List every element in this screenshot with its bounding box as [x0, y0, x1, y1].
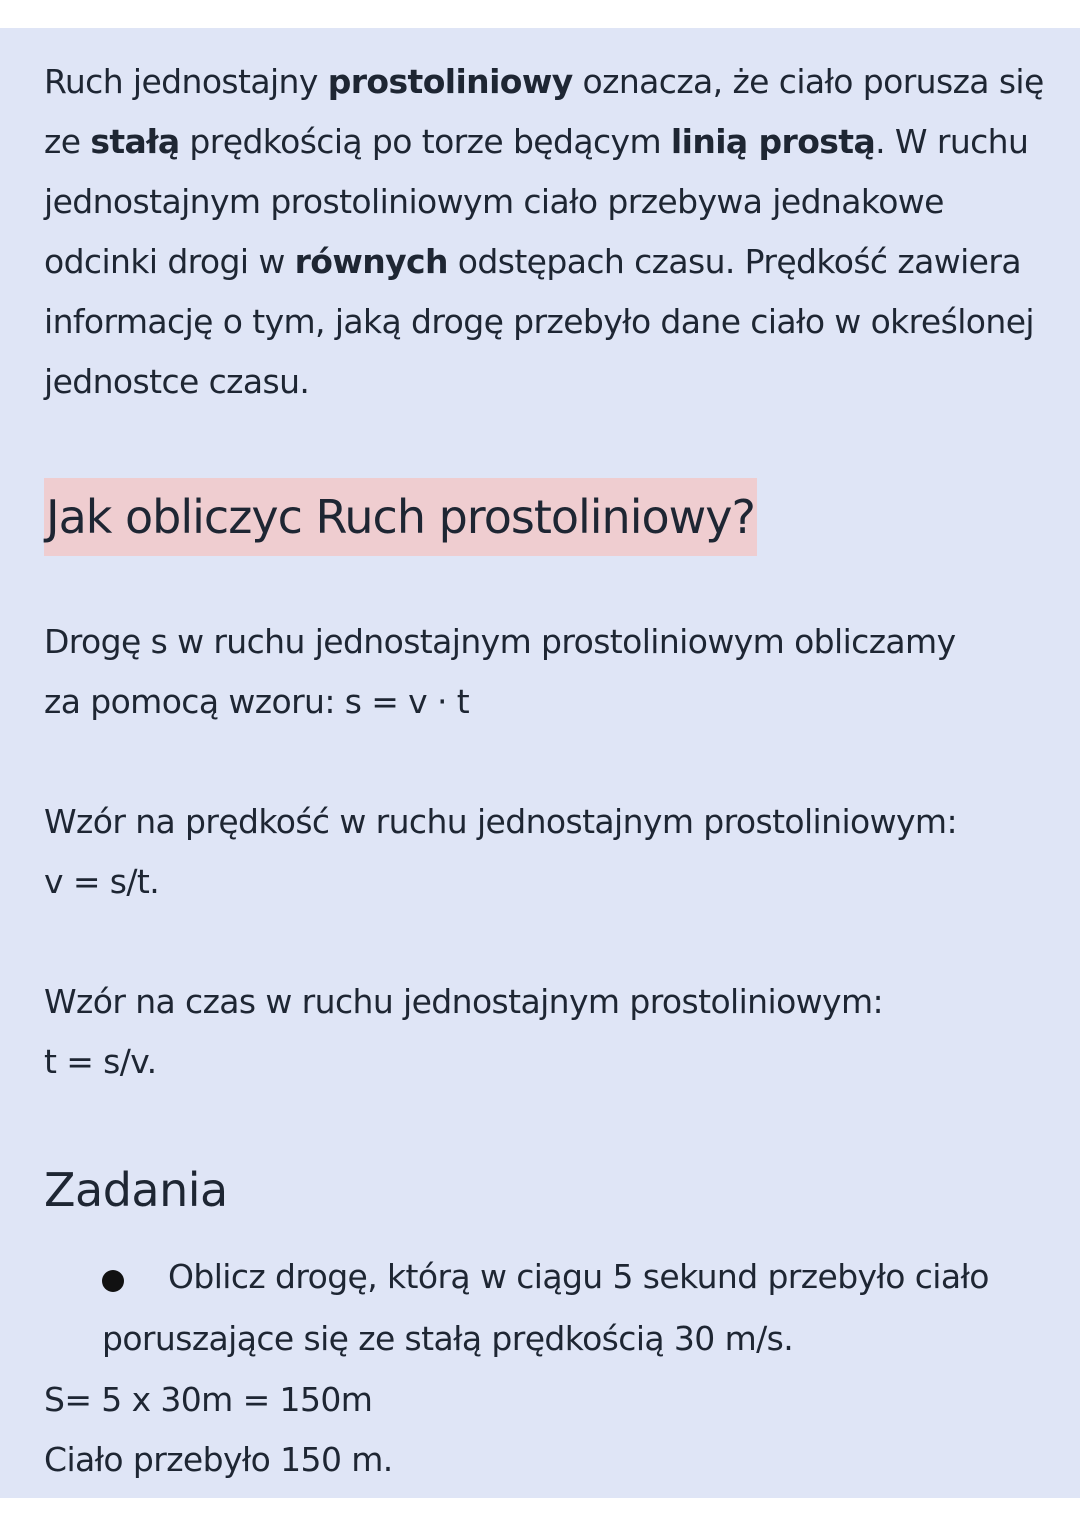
intro-paragraph	[44, 52, 1054, 412]
intro-text-4: . W ruchu jednostajnym prostoliniowym ciało przebywa jednakowe odcinki drogi w	[44, 122, 1029, 281]
section-heading-highlighted: Jak obliczyc Ruch prostoliniowy?	[44, 478, 757, 556]
velocity-formula-line-1: Wzór na prędkość w ruchu jednostajnym prostoliniowym:	[44, 802, 957, 841]
intro-text-2: oznacza, że ciało porusza się ze	[44, 62, 1044, 161]
task-1-solution: S= 5 x 30m = 150m	[44, 1380, 373, 1419]
note-page	[0, 28, 1080, 1498]
intro-bold-rownych: równych	[294, 242, 448, 281]
velocity-formula-line-2: v = s/t.	[44, 862, 160, 901]
tasks-heading: Zadania	[44, 1163, 228, 1217]
task-1-text: Oblicz drogę, którą w ciągu 5 sekund przebyło ciało poruszające się ze stałą prędkością 30 m/s.	[102, 1257, 989, 1358]
intro-bold-prostoliniowy: prostoliniowy	[327, 62, 573, 101]
time-formula-line-2: t = s/v.	[44, 1042, 157, 1081]
time-formula-line-1: Wzór na czas w ruchu jednostajnym prostoliniowym:	[44, 982, 884, 1021]
intro-text-5: odstępach czasu. Prędkość zawiera informację o tym, jaką drogę przebyło dane ciało w określonej jednostce czasu.	[44, 242, 1034, 401]
intro-bold-linia-prosta: linią prostą	[670, 122, 876, 161]
distance-formula-line-2: za pomocą wzoru: s = v · t	[44, 682, 470, 721]
intro-text-1: Ruch jednostajny	[44, 62, 328, 101]
task-1-answer: Ciało przebyło 150 m.	[44, 1440, 393, 1479]
distance-formula-line-1: Drogę s w ruchu jednostajnym prostoliniowym obliczamy	[44, 622, 956, 661]
intro-text-3: prędkością po torze będącym	[179, 122, 671, 161]
intro-bold-stala: stałą	[90, 122, 180, 161]
